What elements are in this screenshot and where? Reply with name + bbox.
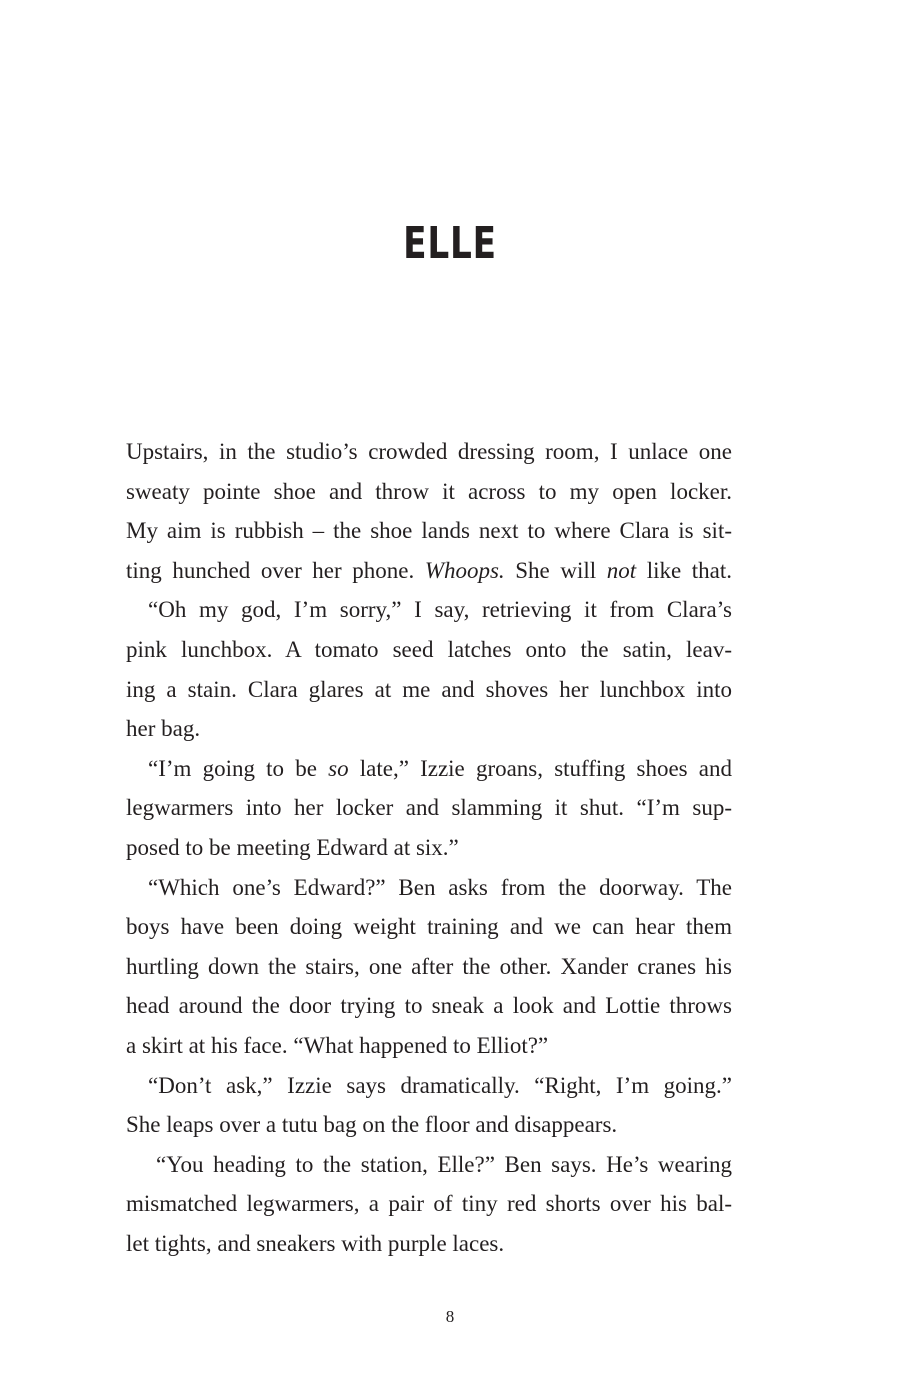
text-run: ting hunched over her phone. [126,557,425,583]
italic-text: not [606,557,637,583]
text-line: mismatched legwarmers, a pair of tiny red shorts over his bal- [126,1191,732,1217]
text-run: like that. [636,557,732,583]
text-line: ing a stain. Clara glares at me and shoves her lunchbox into [126,676,732,702]
text-line: head around the door trying to sneak a look and Lottie throws [126,993,732,1019]
text-line: pink lunchbox. A tomato seed latches onto the satin, leav- [126,636,732,662]
text-line: “Oh my god, I’m sorry,” I say, retrieving it from Clara’s [148,597,732,623]
italic-text: Whoops. [424,557,505,583]
text-line: legwarmers into her locker and slamming it shut. “I’m sup- [126,795,732,821]
italic-text: so [328,755,349,781]
text-line: boys have been doing weight training and we can hear them [126,914,732,940]
text-line: “Which one’s Edward?” Ben asks from the doorway. The [148,874,732,900]
text-run: “I’m going to be [148,755,329,781]
text-line: “Don’t ask,” Izzie says dramatically. “Right, I’m going.” [148,1072,732,1098]
text-run: She will [504,557,607,583]
page-number: 8 [445,1307,455,1326]
text-line: Upstairs, in the studio’s crowded dressing room, I unlace one [126,439,732,464]
text-line: her bag. [126,716,201,742]
text-line: let tights, and sneakers with purple laces. [126,1230,505,1256]
text-line: a skirt at his face. “What happened to Elliot?” [126,1032,549,1058]
text-line: “You heading to the station, Elle?” Ben says. He’s wearing [156,1151,732,1177]
text-line: posed to be meeting Edward at six.” [126,834,459,860]
chapter-body [126,432,732,1263]
text-line: hurtling down the stairs, one after the other. Xander cranes his [126,953,732,979]
text-line [126,749,732,789]
text-run: late,” Izzie groans, stuffing shoes and [348,755,732,781]
text-line [126,551,732,591]
chapter-title: ELLE [403,218,497,269]
text-line: My aim is rubbish – the shoe lands next to where Clara is sit- [126,518,732,544]
text-line: sweaty pointe shoe and throw it across to my open locker. [126,478,732,504]
text-line: She leaps over a tutu bag on the floor and disappears. [126,1112,618,1138]
